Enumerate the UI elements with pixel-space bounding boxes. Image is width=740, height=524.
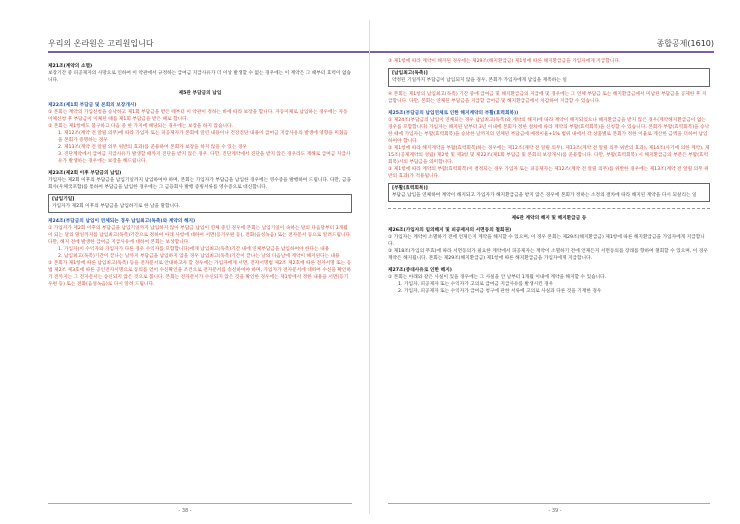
footer-rule — [48, 503, 352, 504]
footer-rule — [388, 503, 710, 504]
article-title: 제24조(부담금의 납입이 연체되는 경우 납입최고(독촉)와 계약의 해지) — [48, 219, 196, 224]
page-number: - 38 - — [178, 508, 192, 514]
article-title: 제27조(중대사유로 인한 해지) — [388, 268, 452, 273]
header-title: 우리의 온라원은 고리원입니다 — [48, 39, 154, 48]
term-name: [부활(효력회복)] — [392, 186, 428, 191]
header-rule — [370, 51, 714, 53]
header-rule — [48, 51, 370, 53]
list-item: 2. 제13조(계약 전 알릴 의무 위반의 효과)를 준용하여 본회가 보장을 하지 않을 수 있는 경우 — [58, 145, 247, 150]
term-name: [납입최고(독촉)] — [392, 71, 428, 76]
term-definition-box — [48, 194, 352, 213]
paragraph: ① 본회는 계약의 가입신청을 승낙하고 제1회 부담금을 받은 때부터 이 약관이 정하는 바에 따라 보장을 합니다. 자동이체로 납입하는 경우에는 자동이체신청 후 부담금이 이체된 때를 제1회 부담금을 받은 때로 합니다. — [48, 110, 348, 122]
header-code: 종합공제(1610) — [656, 39, 714, 48]
list-item: 1. 가입자, 피공제자 또는 수익자가 고의로 급여금 지급사유를 발생시킨 경우 — [398, 282, 554, 287]
page-right — [370, 0, 740, 524]
paragraph: 가입자는 제2회 이후의 부담금을 납입기일까지 납입하여야 하며, 본회는 가입자가 부담금을 납입한 경우에는 영수증을 발행하여 드립니다. 다만, 금융회사(우체국포함)를 통하여 부담금을 납입한 경우에는 그 금융회사 발행 증빙서류를 영수증으로 대신합니다. — [48, 178, 351, 190]
term-text: 약정된 기일까지 부담금이 납입되지 않을 경우, 본회가 가입자에게 납입을 재촉하는 일 — [392, 78, 567, 83]
chapter-heading: 제6관 계약의 해지 및 해지환급금 등 — [511, 216, 587, 221]
paragraph: ③ 제1항에 따라 계약이 해지된 경우에는 제29조(해지환급금) 제1항에 따른 해지환급금을 가입자에게 지급합니다. — [388, 59, 621, 64]
page-number: - 39 - — [548, 508, 562, 514]
article-title: 제21조(계약의 소멸) — [48, 64, 93, 69]
paragraph: ② 본회는 제1항에도 불구하고 다음 중 한 가지에 해당되는 경우에는 보장을 하지 않습니다. — [48, 124, 234, 129]
term-name: [납입기일] — [52, 197, 75, 202]
paragraph: ① 제24조(부담금의 납입이 연체되는 경우 납입최고(독촉)와 계약의 해지)에 따라 계약이 해지되었으나 해지환급금을 받지 않은 경우(계약해지환급금이 없는 경우를 포함합니다) 가입자는 해지된 날부터 3년 이내에 본회가 정한 절차에 따라 계약의 부활(효력회복)을 신청할 수 있습니다. 본회가 부활(효력회복)을 승낙한 때에 가입자는 부활(효력회복)을 승낙한 날까지의 연체된 부담금에 예정이율+1% 범위 내에서 각 상품별로 본회가 정한 이율로 계산한 금액을 더하여 납입하여야 합니다. — [388, 118, 710, 144]
paragraph: ① 본회는 아래와 같은 사실이 있을 경우에는 그 사실을 안 날부터 1개월 이내에 계약을 해지할 수 있습니다. — [388, 275, 607, 280]
term-text: 가입자가 제2회 이후의 부담금을 납입하기로 한 날을 말합니다. — [52, 204, 181, 209]
chapter-heading: 제5관 부담금의 납입 — [178, 91, 222, 96]
divider — [388, 208, 710, 209]
paragraph: 보장기간 중 피공제자의 사망으로 인하여 이 약관에서 규정하는 급여금 지급사유가 더 이상 발생할 수 없는 경우에는 이 계약은 그 때부터 효력이 없습니다. — [48, 71, 351, 83]
term-definition-box — [388, 68, 710, 87]
paragraph: ② 본회가 제1항에 따른 납입최고(독촉) 등을 전자문서로 안내하고자 할 경우에는 가입자에게 서면, 전자서명법 제2조 제2호에 따른 전자서명 또는 동법 제2조 제3호에 따른 공인전자서명으로 동의를 얻어 수신확인을 조건으로 전자문서를 송신하여야 하며, 가입자가 전자문서에 대하여 수신을 확인하기 전까지는 그 전자문서는 송신되지 않은 것으로 봅니다. 본회는 전자문서가 수신되지 않은 것을 확인한 경우에는 제1항에서 정한 내용을 서면(등기우편 등) 또는 전화(음성녹음)로 다시 알려 드립니다. — [48, 261, 352, 287]
list-item: 3. 진단계약에서 급여금 지급사유가 발생할 때까지 진단을 받지 않은 경우. 다만, 진단계약에서 진단을 받지 않은 경우라도 재해로 급여금 지급사유가 발생하는 경우에는 보장을 해드립니다. — [58, 152, 351, 164]
paragraph: ① 가입자가 제2회 이후의 부담금을 납입기일까지 납입하지 않아 부담금 납입이 연체 중인 경우에 본회는 납입기일이 속하는 달의 다음달부터 3개월이 되는 달의 말일까지를 납입최고(독촉)기간으로 정하여 아래 사항에 대하여 서면(등기우편 등), 전화(음성녹음) 또는 전자문서 등으로 알려드립니다. 다만, 해지 전에 발생한 급여금 지급사유에 대하여 본회는 보상합니다. — [48, 226, 352, 245]
article-title: 제26조(가입자의 임의해지 및 피공제자의 서면동의 철회권) — [388, 228, 512, 233]
right-content — [388, 58, 710, 498]
article-title: 제22조(제1회 부담금 및 본회의 보장개시) — [48, 103, 137, 108]
list-item: 2. 가입자, 피공제자 또는 수익자가 급여금 청구에 관한 서류에 고의로 사실과 다른 것을 기재한 경우 — [398, 289, 602, 294]
left-content — [48, 58, 352, 498]
paragraph: ③ 제1항에 따라 계약의 부활(효력회복)이 결정되는 경우 가입자 또는 피공제자는 제12조(계약 전 알릴 의무)를 위반한 경우에는 제13조(계약 전 알릴 의무 위반의 효과)가 적용됩니다. — [388, 167, 709, 179]
list-item: 2. 납입최고(독촉)기간이 끝나는 날까지 부담금을 납입하지 않을 경우 납입최고(독촉)기간이 끝나는 날의 다음날에 계약이 해지된다는 내용 — [58, 254, 340, 259]
list-item: 1. 가입자(이 수익자와 가입자가 다른 경우 수익자를 포함합니다)에게 납입최고(독촉)기간 내에 연체부담금을 납입하여야 한다는 내용 — [58, 247, 330, 252]
article-title: 제25조(부담금의 납입연체로 인한 해지계약의 부활(효력회복)) — [388, 111, 519, 116]
paragraph: ④ 본회는 제1항의 납입최고(독촉) 기간 중에 급여금 및 해지환급금의 지급에 및 경우에는 그 연체 부담금 또는 해지환급금에서 미납된 부담금을 공제한 후 지급합니다. 다만, 본회는 연체된 부담금을 지급할 급여금 및 해지환급금에서 차감하여 지급할 수 있습니다. — [388, 92, 707, 104]
paragraph: ① 가입자는 계약이 소멸하기 전에 언제든지 계약을 해지할 수 있으며, 이 경우 본회는 제29조(해지환급금) 제1항에 따른 해지환급금을 가입자에게 지급합니다. — [388, 235, 705, 247]
paragraph: ② 제18조(가입의 무효)에 따라 서면동의가 필요한 계약에서 피공제자는 계약이 소멸하기 전에 언제든지 서면동의를 장래를 향하여 철회할 수 있으며, 이 경우 계약은 해지됩니다. 본회는 제29조(해지환급금) 제1항에 따른 해지환급금을 가입자에게 지급합니다. — [388, 249, 708, 261]
paragraph: ② 제1항에 따라 해지계약을 부활(효력회복)하는 경우에는 제12조(계약 전 알릴 의무), 제13조(계약 전 알릴 의무 위반의 효과), 제14조(사기에 의한 계약), 제15조(공제계약의 성립) 제2항 및 제3항 및 제22조(제1회 부담금 및 본회의 보장개시)를 준용합니다. 다만, 부활(효력회복) 시 해지환급금의 부분은 부활(효력회복)시의 부담금을 의미합니다. — [388, 146, 710, 165]
article-title: 제23조(제2회 이후 부담금의 납입) — [48, 171, 122, 176]
term-text: 부담금 납입을 연체하여 계약이 해지되고 가입자가 해지환급금을 받지 않은 경우에 본회가 정하는 소정의 절차에 따라 해지된 계약을 다시 되살리는 일 — [392, 193, 697, 198]
term-definition-box — [388, 183, 710, 202]
list-item: 1. 제12조(계약 전 알릴 의무)에 따라 가입자 또는 피공제자가 본회에 알린 내용이나 건강진단 내용이 급여금 지급사유의 발생에 영향을 미쳤음을 본회가 증명하는 경우 — [58, 131, 348, 143]
